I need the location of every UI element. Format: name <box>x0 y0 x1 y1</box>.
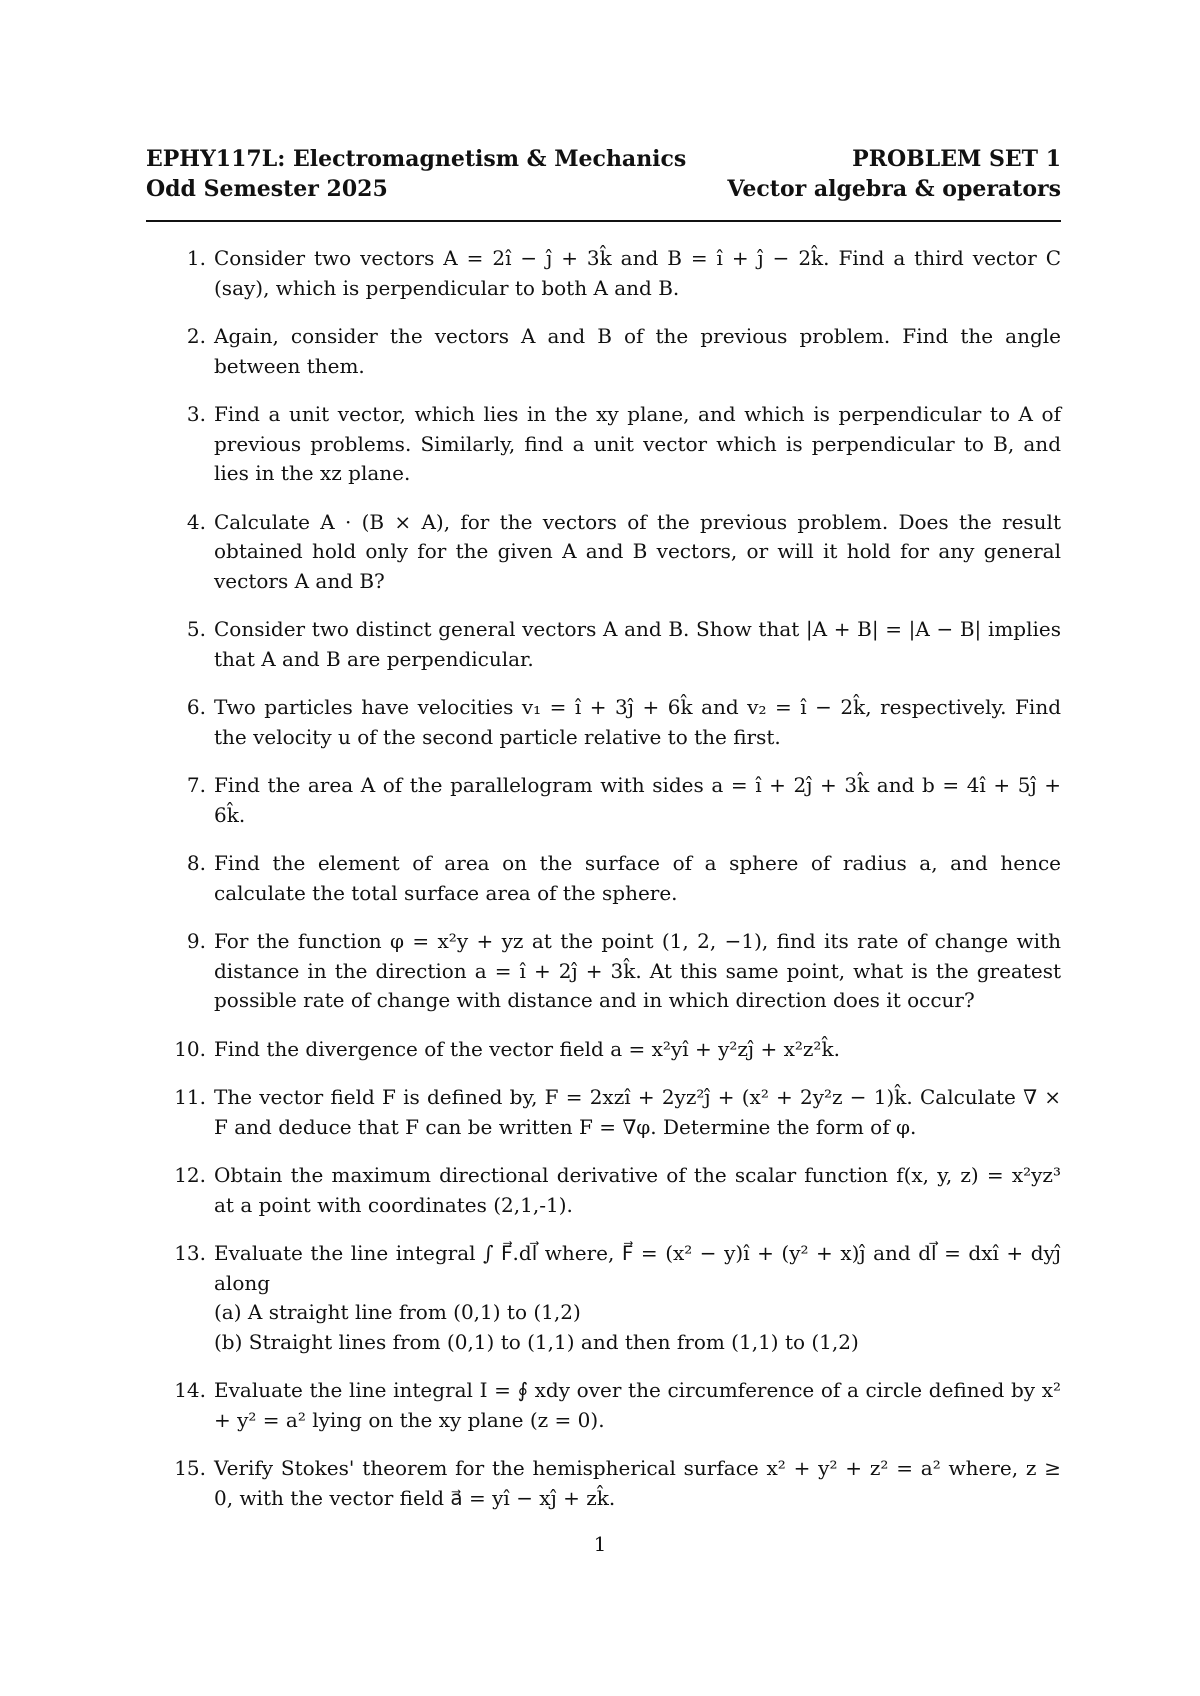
problem-number: 1. <box>186 246 206 270</box>
problem-number: 13. <box>174 1241 206 1265</box>
problem-line: Calculate A · (B × A), for the vectors of the previous problem. Does the result obtained hold only for the given A and B vectors, or will it hold for any general vectors A and B? <box>214 509 1061 593</box>
problem-item <box>146 1454 1061 1513</box>
course-title: EPHY117L: Electromagnetism & Mechanics <box>146 146 687 172</box>
problem-item <box>146 693 1061 752</box>
problem-item <box>146 1083 1061 1142</box>
header <box>146 144 1061 204</box>
problem-item <box>146 1035 1061 1065</box>
problem-text <box>214 400 1061 489</box>
topic: Vector algebra & operators <box>727 176 1061 202</box>
problem-number: 4. <box>186 509 206 534</box>
problem-text <box>214 1239 1061 1357</box>
problem-text <box>214 1083 1061 1142</box>
problem-number: 14. <box>174 1378 206 1402</box>
problem-item <box>146 1239 1061 1357</box>
problem-number: 3. <box>186 402 206 426</box>
problem-number: 11. <box>174 1085 206 1109</box>
problem-line: Evaluate the line integral ∫ F⃗.dl⃗ where, F⃗ = (x² − y)î + (y² + x)ĵ and dl⃗ = dxî + dyĵ along <box>214 1241 1061 1295</box>
problem-item <box>146 400 1061 489</box>
problem-line: (a) A straight line from (0,1) to (1,2) <box>214 1300 581 1324</box>
problem-number: 12. <box>174 1163 206 1187</box>
problem-number: 9. <box>186 929 206 953</box>
problem-line: Find a unit vector, which lies in the xy plane, and which is perpendicular to A of previous problems. Similarly, find a unit vector which is perpendicular to B, and lies in the xz plane. <box>214 402 1061 485</box>
problem-text <box>214 1376 1061 1435</box>
problem-line: Find the element of area on the surface of a sphere of radius a, and hence calculate the total surface area of the sphere. <box>214 851 1061 905</box>
page-number: 1 <box>593 1532 607 1556</box>
problem-line: The vector field F is defined by, F = 2xzî + 2yz²ĵ + (x² + 2y²z − 1)k̂. Calculate ∇ × F and deduce that F can be written F = ∇φ. Determine the form of φ. <box>214 1085 1061 1139</box>
header-rule <box>146 220 1061 222</box>
problem-item <box>146 615 1061 674</box>
problem-text <box>214 244 1061 303</box>
problem-line: For the function φ = x²y + yz at the point (1, 2, −1), find its rate of change with distance in the direction a = î + 2ĵ + 3k̂. At this same point, what is the greatest possible rate of change with distance and in which direction does it occur? <box>214 929 1061 1012</box>
problem-item <box>146 244 1061 303</box>
problem-item <box>146 1376 1061 1435</box>
problem-text <box>214 927 1061 1016</box>
problem-number: 15. <box>174 1456 206 1480</box>
problem-line: Find the area A of the parallelogram with sides a = î + 2ĵ + 3k̂ and b = 4î + 5ĵ + 6k̂. <box>214 773 1061 827</box>
problem-line: Consider two distinct general vectors A and B. Show that |A + B| = |A − B| implies that A and B are perpendicular. <box>214 617 1061 671</box>
problem-item <box>146 771 1061 830</box>
problem-number: 10. <box>174 1036 206 1061</box>
problem-text <box>214 693 1061 752</box>
problem-line: Two particles have velocities v₁ = î + 3ĵ + 6k̂ and v₂ = î − 2k̂, respectively. Find the velocity u of the second particle relative to the first. <box>214 695 1061 749</box>
problem-text <box>214 322 1061 381</box>
problem-item <box>146 927 1061 1016</box>
problem-item <box>146 322 1061 381</box>
problem-number: 6. <box>186 695 206 719</box>
problem-number: 2. <box>186 324 206 348</box>
problem-text <box>214 508 1061 597</box>
problem-line: Consider two vectors A = 2î − ĵ + 3k̂ and B = î + ĵ − 2k̂. Find a third vector C (say), which is perpendicular to both A and B. <box>214 246 1061 300</box>
semester: Odd Semester 2025 <box>146 176 388 202</box>
problem-item <box>146 849 1061 908</box>
problem-text <box>214 1035 1061 1065</box>
problem-number: 5. <box>186 617 206 641</box>
problem-line: Evaluate the line integral I = ∮ xdy over the circumference of a circle defined by x² + y² = a² lying on the xy plane (z = 0). <box>214 1378 1061 1432</box>
problem-text <box>214 849 1061 908</box>
problem-text <box>214 1161 1061 1220</box>
problem-item <box>146 508 1061 597</box>
problem-line: Obtain the maximum directional derivative of the scalar function f(x, y, z) = x²yz³ at a point with coordinates (2,1,-1). <box>214 1163 1061 1217</box>
problem-set-title: PROBLEM SET 1 <box>852 146 1061 172</box>
problem-line: Verify Stokes' theorem for the hemispherical surface x² + y² + z² = a² where, z ≥ 0, with the vector field a⃗ = yî − xĵ + zk̂. <box>214 1456 1061 1510</box>
problem-text <box>214 771 1061 830</box>
problem-number: 7. <box>186 773 206 797</box>
problem-list <box>146 244 1061 1532</box>
problem-line: Again, consider the vectors A and B of the previous problem. Find the angle between them. <box>214 324 1061 378</box>
problem-text <box>214 615 1061 674</box>
problem-line: Find the divergence of the vector field a = x²yî + y²zĵ + x²z²k̂. <box>214 1036 840 1061</box>
problem-number: 8. <box>186 851 206 875</box>
problem-line: (b) Straight lines from (0,1) to (1,1) and then from (1,1) to (1,2) <box>214 1329 859 1354</box>
problem-text <box>214 1454 1061 1513</box>
problem-item <box>146 1161 1061 1220</box>
